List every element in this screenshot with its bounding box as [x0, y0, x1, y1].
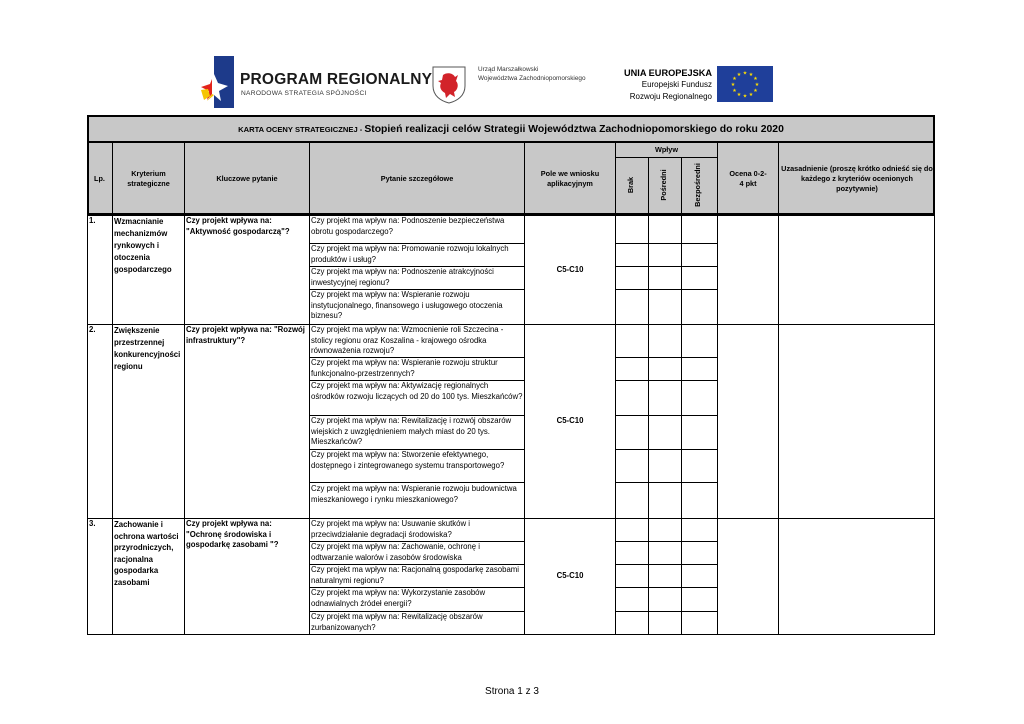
- section-3-question-1: Czy projekt ma wpływ na: Usuwanie skutków i przeciwdziałanie degradacji środowiska?: [311, 519, 471, 539]
- office-name: [478, 65, 586, 83]
- eu-fund-line2: Rozwoju Regionalnego: [629, 92, 712, 101]
- card-title: [87, 115, 935, 143]
- eu-fund-line1: Europejski Fundusz: [641, 80, 712, 89]
- evaluation-card-table: [87, 115, 935, 635]
- col-criterion: Kryterium strategiczne: [127, 169, 170, 188]
- eu-text-block: [590, 67, 712, 103]
- program-regionalny-logo: [198, 56, 433, 110]
- svg-text:★: ★: [753, 76, 758, 82]
- section-1-question-4: Czy projekt ma wpływ na: Wspieranie rozwoju instytucjonalnego, finansowego i usługowego otoczenia biznesu?: [311, 290, 503, 320]
- section-2-question-5: Czy projekt ma wpływ na: Stworzenie efektywnego, dostępnego i zintegrowanego systemu transportowego?: [311, 450, 505, 470]
- section-3-field: C5-C10: [556, 571, 584, 580]
- section-2-question-3: Czy projekt ma wpływ na: Aktywizację regionalnych ośrodków rozwoju liczących od 20 do 100 tys. Mieszkańców?: [311, 381, 523, 401]
- svg-text:★: ★: [730, 82, 736, 88]
- card-title-main: Stopień realizacji celów Strategii Województwa Zachodniopomorskiego do roku 2020: [364, 123, 784, 135]
- svg-text:★: ★: [742, 93, 748, 100]
- section-3-lp: 3.: [89, 519, 96, 528]
- col-score: Ocena 0-2-4 pkt: [729, 169, 767, 188]
- svg-text:★: ★: [736, 92, 742, 98]
- svg-text:★: ★: [742, 70, 748, 77]
- section-3-question-5: Czy projekt ma wpływ na: Rewitalizację obszarów zurbanizowanych?: [311, 612, 483, 632]
- col-impact-direct: Bezpośredni: [693, 163, 702, 207]
- program-star-icon: [198, 56, 234, 108]
- program-subtitle: NARODOWA STRATEGIA SPÓJNOŚCI: [241, 90, 367, 97]
- section-3-question-3: Czy projekt ma wpływ na: Racjonalną gospodarkę zasobami naturalnymi regionu?: [311, 565, 520, 585]
- section-2-question-6: Czy projekt ma wpływ na: Wspieranie rozwoju budownictwa mieszkaniowego i rynku mieszkaniowego?: [311, 484, 517, 504]
- eu-title: UNIA EUROPEJSKA: [624, 68, 712, 78]
- col-detailed-question: Pytanie szczegółowe: [380, 174, 454, 183]
- col-justification: Uzasadnienie (proszę krótko odnieść się do każdego z kryteriów ocenionych pozytywnie): [781, 164, 933, 193]
- program-title: PROGRAM REGIONALNY: [240, 71, 433, 88]
- card-title-prefix: KARTA OCENY STRATEGICZNEJ -: [238, 124, 363, 134]
- section-1-question-3: Czy projekt ma wpływ na: Podnoszenie atrakcyjności inwestycyjnej regionu?: [311, 267, 494, 287]
- section-2-criterion: Zwiększenie przestrzennej konkurencyjności regionu: [114, 326, 181, 371]
- col-impact: Wpływ: [654, 145, 679, 154]
- griffin-crest-icon: [431, 66, 467, 104]
- office-line2: Województwa Zachodniopomorskiego: [478, 75, 586, 82]
- section-1-question-2: Czy projekt ma wpływ na: Promowanie rozwoju lokalnych produktów i usług?: [311, 244, 509, 264]
- section-2-question-2: Czy projekt ma wpływ na: Wspieranie rozwoju struktur funkcjonalno-przestrzennych?: [311, 358, 498, 378]
- eu-flag-icon: [717, 66, 773, 102]
- section-1-lp: 1.: [89, 216, 96, 225]
- svg-text:★: ★: [732, 88, 737, 94]
- section-2-question-1: Czy projekt ma wpływ na: Wzmocnienie roli Szczecina - stolicy regionu oraz Koszalina - krajowego ośrodka równoważenia rozwoju?: [311, 325, 504, 355]
- page-number: Strona 1 z 3: [485, 686, 539, 697]
- section-2-lp: 2.: [89, 325, 96, 334]
- svg-text:★: ★: [748, 92, 754, 98]
- col-field: Pole we wniosku aplikacyjnym: [540, 169, 600, 188]
- col-impact-none: Brak: [626, 176, 635, 194]
- section-2-key-question: Czy projekt wpływa na: "Rozwój infrastruktury"?: [186, 325, 305, 345]
- col-key-question: Kluczowe pytanie: [216, 174, 278, 183]
- section-3-criterion: Zachowanie i ochrona wartości przyrodniczych, racjonalna gospodarka zasobami: [114, 520, 179, 587]
- col-impact-indirect: Pośredni: [659, 169, 668, 201]
- col-lp: Lp.: [94, 174, 105, 183]
- svg-text:★: ★: [753, 88, 758, 94]
- section-1-key-question: Czy projekt wpływa na: "Aktywność gospodarczą"?: [186, 216, 290, 236]
- svg-text:★: ★: [754, 82, 760, 88]
- office-line1: Urząd Marszałkowski: [478, 66, 539, 73]
- section-3-key-question: Czy projekt wpływa na: "Ochronę środowiska i gospodarkę zasobami "?: [186, 519, 279, 549]
- section-2-question-4: Czy projekt ma wpływ na: Rewitalizację i rozwój obszarów wiejskich z uwzględnieniem małych miast do 20 tys. Mieszkańców?: [311, 416, 512, 446]
- section-3-question-2: Czy projekt ma wpływ na: Zachowanie, ochronę i odtwarzanie walorów i zasobów środowiska: [311, 542, 481, 562]
- section-3-question-4: Czy projekt ma wpływ na: Wykorzystanie zasobów odnawialnych źródeł energii?: [311, 588, 486, 608]
- svg-text:★: ★: [748, 72, 754, 78]
- section-1-criterion: Wzmacnianie mechanizmów rynkowych i otoczenia gospodarczego: [114, 217, 172, 274]
- svg-text:★: ★: [732, 76, 737, 82]
- section-1-question-1: Czy projekt ma wpływ na: Podnoszenie bezpieczeństwa obrotu gospodarczego?: [311, 216, 505, 236]
- svg-text:★: ★: [736, 72, 742, 78]
- section-2-field: C5-C10: [556, 416, 584, 425]
- section-1-field: C5-C10: [556, 265, 584, 274]
